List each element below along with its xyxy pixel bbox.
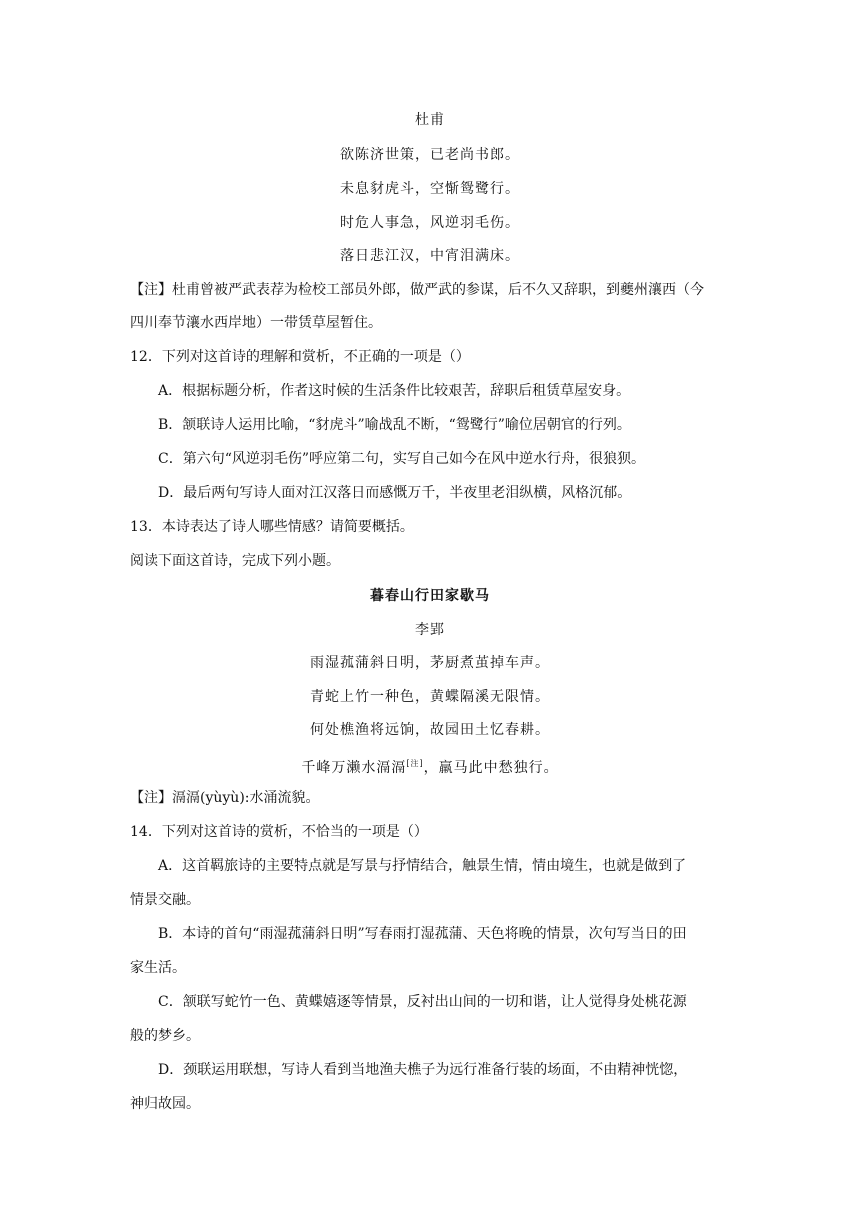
question-14-option-b-line-1: B．本诗的首句“雨湿菰蒲斜日明”写春雨打湿菰蒲、天色将晚的情景，次句写当日的田 <box>158 926 687 942</box>
question-12-option-a: A．根据标题分析，作者这时候的生活条件比较艰苦，辞职后租赁草屋安身。 <box>158 383 631 399</box>
poem2-line-2: 青蛇上竹一种色，黄蝶隔溪无限情。 <box>310 689 550 705</box>
question-14-option-a-line-2: 情景交融。 <box>130 892 200 908</box>
poem1-line-3: 时危人事急，风逆羽毛伤。 <box>340 215 520 231</box>
question-12-option-c: C．第六句“风逆羽毛伤”呼应第二句，实写自己如今在风中逆水行舟，很狼狈。 <box>158 451 646 467</box>
question-13-stem: 13．本诗表达了诗人哪些情感？请简要概括。 <box>130 519 414 535</box>
question-14-option-d-line-1: D．颈联运用联想，写诗人看到当地渔夫樵子为远行准备行装的场面，不由精神恍惚， <box>158 1062 688 1078</box>
question-12-option-d: D．最后两句写诗人面对江汉落日而感慨万千，半夜里老泪纵横，风格沉郁。 <box>158 485 632 501</box>
question-14-option-d-line-2: 神归故园。 <box>130 1096 200 1112</box>
poem1-note-line-2: 四川奉节瀼水西岸地）一带赁草屋暂住。 <box>130 315 382 331</box>
poem2-line-4-part-1: 千峰万濑水滆滆 <box>301 760 407 776</box>
poem2-note: 【注】滆滆(yùyù):水涌流貌。 <box>130 790 320 806</box>
question-14-option-b-line-2: 家生活。 <box>130 960 186 976</box>
poem1-note-line-1: 【注】杜甫曾被严武表荐为检校工部员外郎，做严武的参谋，后不久又辞职，到夔州瀼西（今 <box>130 282 704 298</box>
question-12-stem: 12．下列对这首诗的理解和赏析，不正确的一项是（） <box>130 349 470 365</box>
poem1-line-2: 未息豺虎斗，空惭鸳鹭行。 <box>340 181 520 197</box>
poem2-footnote-marker: [注] <box>406 759 424 768</box>
question-14-stem: 14．下列对这首诗的赏析，不恰当的一项是（） <box>130 824 428 840</box>
question-14-option-c-line-2: 般的梦乡。 <box>130 1028 200 1044</box>
question-12-option-b: B．颔联诗人运用比喻，“豺虎斗”喻战乱不断，“鸳鹭行”喻位居朝官的行列。 <box>158 417 631 433</box>
poem2-title: 暮春山行田家歇马 <box>370 588 490 604</box>
poem2-line-3: 何处樵渔将远饷，故园田土忆春耕。 <box>310 722 550 738</box>
poem1-author: 杜甫 <box>415 112 445 128</box>
poem2-author: 李郢 <box>415 622 445 638</box>
poem1-line-4: 落日悲江汉，中宵泪满床。 <box>340 248 520 264</box>
poem2-line-4-part-2: ，羸马此中愁独行。 <box>423 760 559 776</box>
question-14-option-a-line-1: A．这首羁旅诗的主要特点就是写景与抒情结合，触景生情，情由境生，也就是做到了 <box>158 858 687 874</box>
question-14-option-c-line-1: C．颔联写蛇竹一色、黄蝶嬉逐等情景，反衬出山间的一切和谐，让人觉得身处桃花源 <box>158 994 687 1010</box>
poem2-line-4 <box>0 754 860 778</box>
reading-instruction: 阅读下面这首诗，完成下列小题。 <box>130 553 340 569</box>
poem1-line-1: 欲陈济世策，已老尚书郎。 <box>340 147 520 163</box>
poem2-line-1: 雨湿菰蒲斜日明，茅厨煮茧掉车声。 <box>310 655 550 671</box>
